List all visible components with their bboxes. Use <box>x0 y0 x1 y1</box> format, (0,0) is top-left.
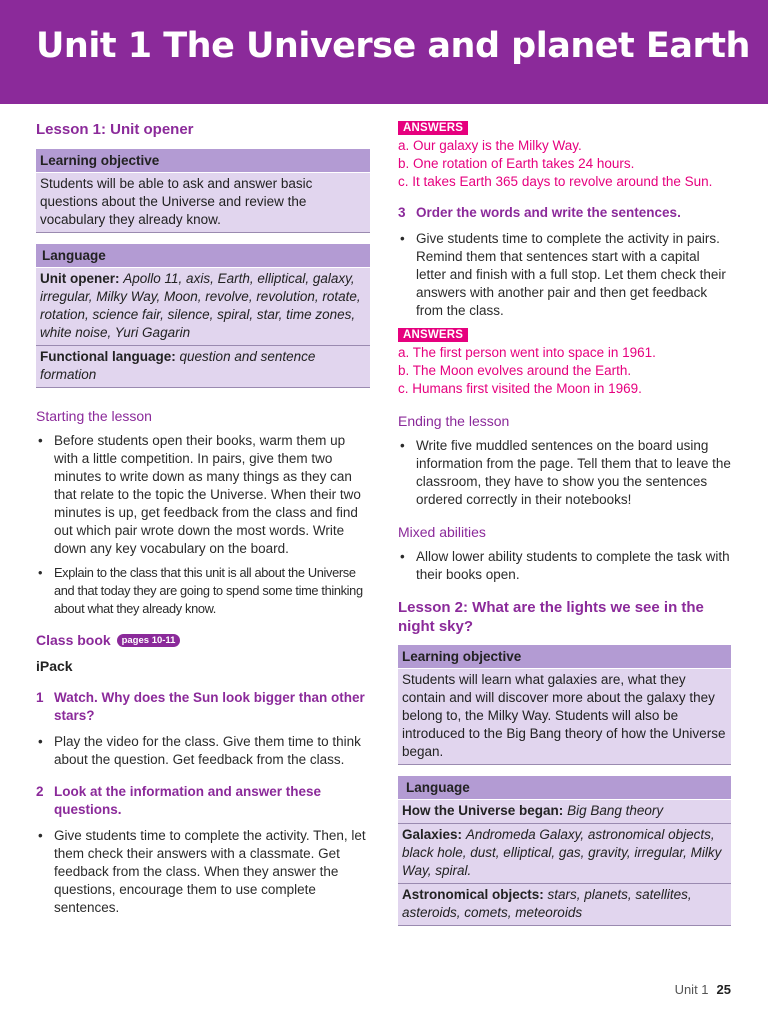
language-heading: Language <box>36 244 370 267</box>
task-number: 2 <box>36 784 44 799</box>
task-number: 3 <box>398 205 406 220</box>
answer-line: a. Our galaxy is the Milky Way. <box>398 138 582 153</box>
list-item: • Give students time to complete the activity in pairs. Remind them that sentences start with a capital letter and finish with a full stop. Let them check their answers with another pair and then get feedback from the class. <box>398 230 731 320</box>
list-item: • Give students time to complete the activity. Then, let them check their answers with a classmate. Get feedback from the class. When they answer the questions, encourage them to use complete sentences. <box>36 827 370 917</box>
language-heading: Language <box>398 776 731 799</box>
page-number: 25 <box>716 982 731 997</box>
mixed-abilities-list <box>398 548 731 584</box>
page-footer <box>675 982 731 997</box>
ending-lesson-heading: Ending the lesson <box>398 413 510 429</box>
page-header <box>0 0 768 104</box>
pages-badge: pages 10-11 <box>117 634 181 647</box>
learning-objective-box <box>36 149 370 233</box>
right-column <box>398 118 731 926</box>
answer-line: c. Humans first visited the Moon in 1969. <box>398 381 642 396</box>
answer-line: c. It takes Earth 365 days to revolve around the Sun. <box>398 174 713 189</box>
box-divider <box>36 387 370 388</box>
learning-objective-heading: Learning objective <box>398 645 731 668</box>
box-divider <box>398 925 731 926</box>
task-text: Watch. Why does the Sun look bigger than other stars? <box>54 690 365 723</box>
language-box <box>36 244 370 388</box>
language-row-text: question and sentence formation <box>40 349 316 382</box>
learning-objective-text: Students will learn what galaxies are, what they contain and will discover more about the galaxy they belong to, the Milky Way. Students will also be introduced to the Big Bang theory of how the Universe began. <box>398 668 731 764</box>
language-row-label: Unit opener: <box>40 271 120 286</box>
class-book-line <box>36 631 370 649</box>
answers-list-1 <box>398 137 731 191</box>
footer-unit: Unit 1 <box>674 982 709 997</box>
page-title: Unit 1 The Universe and planet Earth <box>36 26 750 66</box>
language-row-text: Apollo 11, axis, Earth, elliptical, galaxy, irregular, Milky Way, Moon, revolve, revolution, rotate, rotation, science fair, silence, spiral, star, time zones, white noise, Yuri Gagarin <box>40 271 361 340</box>
mixed-abilities-heading: Mixed abilities <box>398 524 486 540</box>
list-item: • Allow lower ability students to complete the task with their books open. <box>398 548 731 584</box>
answers-badge: ANSWERS <box>398 328 468 342</box>
language-row-text: Big Bang theory <box>567 803 664 818</box>
ending-lesson-list <box>398 437 731 509</box>
box-divider <box>398 764 731 765</box>
language-row-label: Astronomical objects: <box>402 887 544 902</box>
answer-line: a. The first person went into space in 1961. <box>398 345 656 360</box>
lesson2-title: Lesson 2: What are the lights we see in the night sky? <box>398 599 704 635</box>
answers-badge: ANSWERS <box>398 121 468 135</box>
task-text: Look at the information and answer these questions. <box>54 784 322 817</box>
task-text: Order the words and write the sentences. <box>416 205 681 220</box>
task-3 <box>398 204 731 222</box>
answer-line: b. One rotation of Earth takes 24 hours. <box>398 156 635 171</box>
learning-objective-text: Students will be able to ask and answer basic questions about the Universe and review the vocabulary they already know. <box>36 172 370 232</box>
class-book-label: Class book <box>36 632 111 648</box>
box-divider <box>36 232 370 233</box>
task-3-list <box>398 230 731 320</box>
language-row-galaxies <box>398 823 731 883</box>
ipack-label: iPack <box>36 658 73 674</box>
language-row-text: stars, planets, satellites, asteroids, comets, meteoroids <box>402 887 692 920</box>
language-box <box>398 776 731 926</box>
learning-objective-box <box>398 645 731 765</box>
list-item: • Explain to the class that this unit is all about the Universe and that today they are going to spend some time thinking about what they already know. <box>36 564 370 618</box>
lesson1-title: Lesson 1: Unit opener <box>36 121 194 138</box>
language-row-label: Functional language: <box>40 349 176 364</box>
starting-lesson-heading: Starting the lesson <box>36 408 152 424</box>
language-row-astronomical <box>398 883 731 925</box>
left-column <box>36 118 370 917</box>
language-row-universe <box>398 799 731 823</box>
task-1-list <box>36 733 370 769</box>
list-item: • Write five muddled sentences on the board using information from the page. Tell them that to leave the classroom, they have to show you the sentences ordered correctly in their notebooks! <box>398 437 731 509</box>
learning-objective-heading: Learning objective <box>36 149 370 172</box>
language-row-text: Andromeda Galaxy, astronomical objects, black hole, dust, elliptical, gas, gravity, irregular, Milky Way, spiral. <box>402 827 722 878</box>
task-2 <box>36 783 370 819</box>
starting-lesson-list <box>36 432 370 618</box>
task-1 <box>36 689 370 725</box>
task-2-list <box>36 827 370 917</box>
language-row-label: Galaxies: <box>402 827 463 842</box>
task-number: 1 <box>36 690 44 705</box>
list-item: • Play the video for the class. Give them time to think about the question. Get feedback from the class. <box>36 733 370 769</box>
language-row-unit-opener <box>36 267 370 345</box>
answer-line: b. The Moon evolves around the Earth. <box>398 363 632 378</box>
language-row-functional <box>36 345 370 387</box>
list-item: • Before students open their books, warm them up with a little competition. In pairs, give them two minutes to write down as many things as they can that relate to the topic the Universe. When their two minutes is up, get feedback from the class and find out which pair wrote down the most words. Write down any key vocabulary on the board. <box>36 432 370 558</box>
language-row-label: How the Universe began: <box>402 803 564 818</box>
answers-list-2 <box>398 344 731 398</box>
